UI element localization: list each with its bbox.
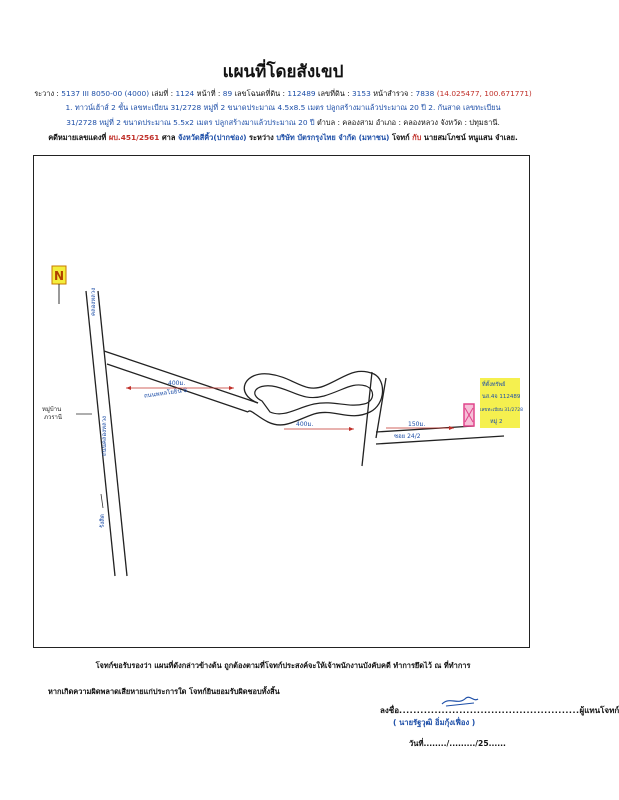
svg-text:นส.4จ 112489: นส.4จ 112489 [482,394,521,400]
village-landmark-label: หมู่บ้านภวรานี [42,406,63,421]
distance-label-3: 150ม. [408,421,426,428]
map-frame [33,155,530,648]
signature-mark-icon [440,694,480,708]
certification-text: โจทก์ขอรับรองว่า แผนที่ดังกล่าวข้างต้น ถูกต้องตามที่โจทก์ประสงค์จะให้เจ้าพนักงานบังคับคดี ทำการยึดไว้ ณ ที่ทำการ [95,661,471,670]
sketch-map [34,156,531,649]
sign-suffix: ผู้แทนโจทก์ [579,706,619,715]
soi-label: ถนนพหลโยธิน 8 [143,386,188,400]
soi2-label: ซอย 24/2 [394,433,421,440]
main-road-top-label: คลองหลวง [90,287,97,316]
svg-text:เลขทะเบียน 31/2728: เลขทะเบียน 31/2728 [480,408,523,413]
signature-line [380,704,619,717]
main-road-bottom-label: รังสิต [99,514,106,528]
soi-upper-edge [104,351,258,403]
signer-name: ( นายรัฐวุฒิ อิ่มกุ้งเฟื่อง ) [393,718,476,727]
date-line: วันที่......../........./25...... [409,739,506,748]
loop-road-inner [255,385,373,414]
building-desc-line-2: 31/2728 หมู่ที่ 2 ขนาดประมาณ 5.5x2 เมตร ปลูกสร้างมาแล้วประมาณ 20 ปี ตำบล : คลองสาม อำเภอ : คลองหลวง จังหวัด : ปทุมธานี. [66,118,500,127]
distance-label-2: 400ม. [296,421,314,428]
north-arrow-icon [52,266,66,304]
building-desc-line-1: 1. ทาวน์เฮ้าส์ 2 ชั้น เลขทะเบียน 31/2728 หมู่ที่ 2 ขนาดประมาณ 4.5x8.5 เมตร ปลูกสร้างมาแล้วประมาณ 20 ปี 2. กันสาด เลขทะเบียน [65,103,501,112]
loop-road-outer [244,371,382,425]
main-road-label: ถนนคลองหลวง [101,416,108,456]
svg-text:ที่ตั้งทรัพย์: ที่ตั้งทรัพย์ [482,382,506,388]
distance-label-1: 400ม. [168,380,186,387]
north-label: N [53,269,65,283]
sign-prefix: ลงชื่อ [380,706,400,715]
case-info-line: คดีหมายเลขแดงที่ ผบ.451/2561 ศาล จังหวัดสีคิ้ว(ปากช่อง) ระหว่าง บริษัท บัตรกรุงไทย จำกัด (มหาชน) โจทก์ กับ นายสมโภชน์ หนูแสน จำเลย. [48,133,518,142]
sign-dots: ................................................... [399,706,580,715]
parcel-info-line: ระวาง : 5137 III 8050-00 (4000) เล่มที่ : 1124 หน้าที่ : 89 เลขโฉนดที่ดิน : 112489 เลขที่ดิน : 3153 หน้าสำรวจ : 7838 (14.025477, 100.671771) [34,89,532,98]
liability-text: หากเกิดความผิดพลาดเสียหายแก่ประการใด โจทก์ยินยอมรับผิดชอบทั้งสิ้น [48,687,280,696]
page-title: แผนที่โดยสังเขป [222,62,344,82]
property-annotation [480,378,523,428]
right-road-right-edge [376,378,386,438]
svg-text:หมู่ 2: หมู่ 2 [490,419,503,425]
